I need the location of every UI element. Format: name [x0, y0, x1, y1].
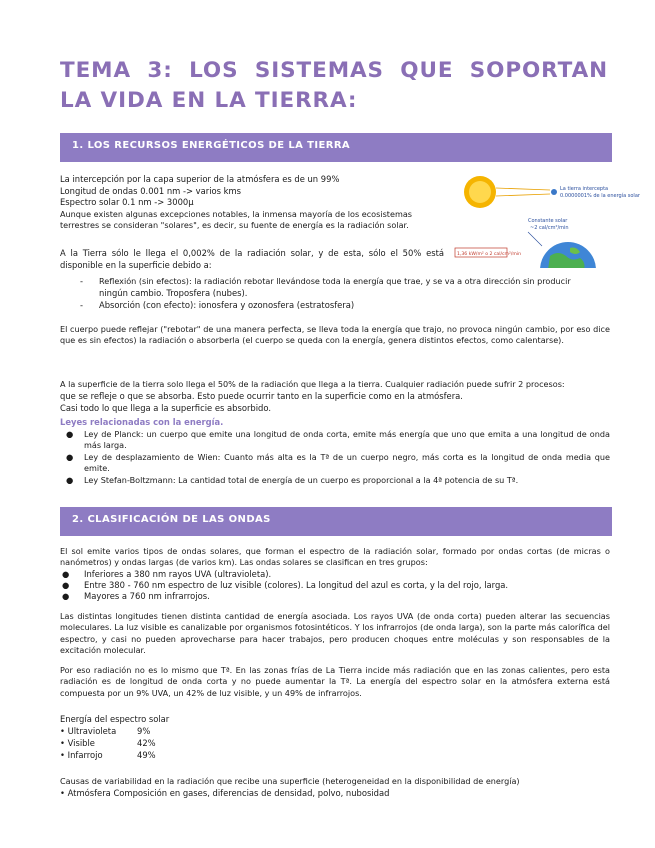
intro-line-2: Longitud de ondas 0.001 nm -> varios kms	[60, 185, 242, 196]
laws-heading: Leyes relacionadas con la energía.	[60, 417, 224, 427]
spectrum-name-infrared: • Infarrojo	[60, 750, 103, 760]
intro-line-3: Espectro solar 0.1 nm -> 3000μ	[60, 197, 194, 207]
earth-small-icon	[551, 189, 557, 195]
causes-title: Causas de variabilidad en la radiación que recibe una superficie (heterogeneidad en la disponibilidad de energía)	[60, 776, 520, 786]
dash-item-absorcion: Absorción (con efecto): ionosfera y ozonosfera (estratosfera)	[99, 300, 355, 310]
bullet-dot: ●	[62, 580, 70, 590]
bullet-dot: ●	[66, 475, 74, 485]
bullet-dot: ●	[66, 452, 74, 462]
figure-label-top: La tierra intercepta	[560, 186, 609, 192]
wave-visible: Entre 380 - 760 nm espectro de luz visible (colores). La longitud del azul es corta, y la del rojo, larga.	[84, 580, 509, 590]
section-2-paragraph-2: Las distintas longitudes tienen distinta cantidad de energía asociada. Los rayos UVA (de onda corta) pueden alterar las secuencias moleculares. La luz visible es canalizable por organismos fotosintéticos. Y los infrarrojos (de onda larga), son la parte más calorífica del espectro, y casi no pueden aprovecharse para hacer trabajos, pero producen choques entre moléculas y son responsables de la excitación molecular.	[60, 611, 610, 656]
section-1-header	[60, 133, 612, 162]
document-title: TEMA 3: LOS SISTEMAS QUE SOPORTAN LA VIDA EN LA TIERRA:	[60, 58, 608, 113]
wave-uva: Inferiores a 380 nm rayos UVA (ultravioleta).	[84, 569, 272, 579]
paragraph-3: El cuerpo puede reflejar ("rebotar" de una manera perfecta, se lleva toda la energía que trajo, no provoca ningún cambio, por eso dice que es sin efectos) la radiación o absorberla (el cuerpo se queda con la energía, genera distintos efectos, como calentarse).	[60, 324, 610, 346]
causes-item-atmosphere: • Atmósfera Composición en gases, diferencias de densidad, polvo, nubosidad	[60, 788, 390, 798]
dash-bullet: -	[80, 300, 84, 310]
dash-item-reflexion: Reflexión (sin efectos): la radiación rebotar llevándose toda la energía que trae, y se va a otra dirección sin producir	[99, 276, 571, 286]
bullet-dot: ●	[62, 591, 70, 601]
figure-label-top2: 0.0000001% de la energía solar	[560, 193, 640, 199]
spectrum-value-visible: 42%	[137, 738, 156, 748]
earth-icon	[540, 242, 596, 268]
section-2-heading: 2. CLASIFICACIÓN DE LAS ONDAS	[72, 514, 271, 525]
intro-line-1: La intercepción por la capa superior de la atmósfera es de un 99%	[60, 174, 340, 184]
bullet-dot: ●	[62, 569, 70, 579]
bullet-dot: ●	[66, 429, 74, 439]
paragraph-2-line-2: disponible en la superficie debido a:	[60, 260, 212, 270]
dash-item-reflexion-cont: ningún cambio. Troposfera (nubes).	[99, 288, 248, 298]
section-2-header	[60, 507, 612, 536]
law-planck: Ley de Planck: un cuerpo que emite una longitud de onda corta, emite más energía que uno que emita a una longitud de onda más larga.	[84, 429, 610, 451]
earth-sun-figure	[450, 170, 640, 268]
paragraph-4-line-1: A la superficie de la tierra solo llega el 50% de la radiación que llega a la tierra. Cualquier radiación puede sufrir 2 procesos:	[60, 379, 565, 389]
section-1-heading: 1. LOS RECURSOS ENERGÉTICOS DE LA TIERRA	[72, 140, 351, 151]
law-stefan-boltzmann: Ley Stefan-Boltzmann: La cantidad total de energía de un cuerpo es proporcional a la 4ª potencia de su Tª.	[84, 475, 519, 485]
figure-label-mid: Constante solar	[528, 218, 568, 224]
section-2-paragraph-1: El sol emite varios tipos de ondas solares, que forman el espectro de la radiación solar, formado por ondas cortas (de micras o nanómetros) y ondas largas (de varios km). Las ondas solares se clasifican en tres grupos:	[60, 546, 610, 568]
spectrum-value-infrared: 49%	[137, 750, 156, 760]
spectrum-name-uv: • Ultravioleta	[60, 726, 117, 736]
dash-bullet: -	[80, 276, 84, 286]
spectrum-name-visible: • Visible	[60, 738, 95, 748]
paragraph-4-line-3: Casi todo lo que llega a la superficie es absorbido.	[60, 403, 271, 413]
spectrum-value-uv: 9%	[137, 726, 151, 736]
figure-label-mid2: ~2 cal/cm²/min	[530, 225, 569, 231]
law-wien: Ley de desplazamiento de Wien: Cuanto más alta es la Tª de un cuerpo negro, más corta es la longitud de onda media que emite.	[84, 452, 610, 474]
paragraph-2-line-1: A la Tierra sólo le llega el 0,002% de la radiación solar, y de esta, sólo el 50% está	[60, 248, 444, 258]
figure-label-box: 1,36 kW/m² o 2 cal/cm²/min	[457, 252, 522, 257]
paragraph-4-line-2: que se refleje o que se absorba. Esto puede ocurrir tanto en la superficie como en la atmósfera.	[60, 391, 463, 401]
wave-infrared: Mayores a 760 nm infrarrojos.	[84, 591, 210, 601]
section-2-paragraph-3: Por eso radiación no es lo mismo que Tª. En las zonas frías de La Tierra incide más radiación que en las zonas calientes, pero esta radiación es de longitud de onda corta y no puede aumentar la Tª. La energía del espectro solar en la atmósfera externa está compuesta por un 9% UVA, un 42% de luz visible, y un 49% de infrarrojos.	[60, 665, 610, 698]
spectrum-title: Energía del espectro solar	[60, 714, 170, 724]
intro-line-5: terrestres se consideran "solares", es decir, su fuente de energía es la radiación solar.	[60, 220, 409, 230]
intro-line-4: Aunque existen algunas excepciones notables, la inmensa mayoría de los ecosistemas	[60, 208, 413, 219]
